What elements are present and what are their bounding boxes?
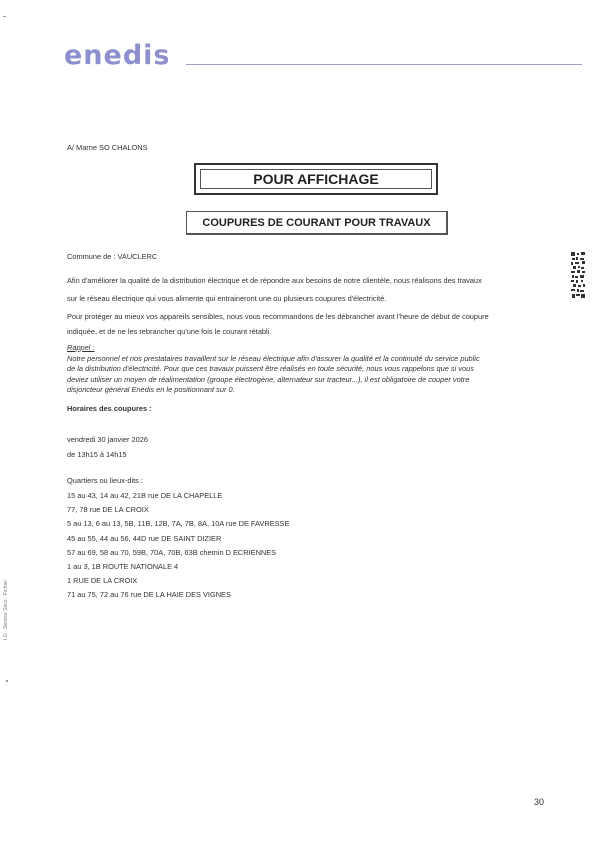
reminder-block bbox=[67, 343, 557, 396]
district-item: 15 au 43, 14 au 42, 21B rue DE LA CHAPELLE bbox=[67, 491, 223, 500]
schedule-heading: Horaires des coupures : bbox=[67, 404, 152, 413]
page-number: 30 bbox=[534, 797, 545, 807]
protect-line: Pour protéger au mieux vos appareils sensibles, nous vous recommandons de les débrancher avant l'heure de début de coupure bbox=[67, 312, 489, 321]
commune-line: Commune de : VAUCLERC bbox=[67, 252, 158, 261]
intro-line: Afin d'améliorer la qualité de la distribution électrique et de répondre aux besoins de notre clientèle, nous réalisons des travaux bbox=[67, 276, 482, 285]
reminder-line: disjoncteur général Enedis en le positionnant sur 0. bbox=[67, 385, 235, 394]
district-item: 1 au 3, 1B ROUTE NATIONALE 4 bbox=[67, 562, 179, 572]
intro-line: sur le réseau électrique qui vous alimente qui entraineront une ou plusieurs coupures d'électricité. bbox=[67, 294, 387, 303]
notice-title: POUR AFFICHAGE bbox=[200, 169, 432, 189]
intro-paragraph bbox=[67, 272, 557, 308]
recipient-line: A/ Marne SO CHALONS bbox=[67, 143, 148, 152]
reminder-line: deviez utiliser un moyen de réalimentation (groupe électrogène, alternateur sur tracteur...), il est obligatoire de couper votre bbox=[67, 374, 470, 384]
margin-dot bbox=[6, 680, 8, 682]
district-item: 77, 78 rue DE LA CROIX bbox=[67, 505, 149, 515]
district-item: 45 au 55, 44 au 56, 44D rue DE SAINT DIZIER bbox=[67, 533, 222, 543]
schedule-date: vendredi 30 janvier 2026 bbox=[67, 435, 148, 444]
district-item: 71 au 75, 72 au 76 rue DE LA HAIE DES VIGNES bbox=[67, 590, 231, 600]
reminder-label: Rappel : bbox=[67, 343, 95, 352]
enedis-logo: enedis bbox=[64, 40, 171, 71]
schedule-time: de 13h15 à 14h15 bbox=[67, 450, 127, 459]
district-item: 57 au 69, 58 au 70, 59B, 70A, 70B, 63B chemin D ECRIENNES bbox=[67, 547, 277, 557]
schedule-block bbox=[67, 432, 148, 462]
districts-heading: Quartiers ou lieux-dits : bbox=[67, 476, 143, 485]
districts-list bbox=[67, 489, 289, 603]
qr-code-icon bbox=[571, 252, 585, 298]
header-rule bbox=[186, 64, 582, 65]
subtitle-box bbox=[186, 211, 448, 235]
district-item: 1 RUE DE LA CROIX bbox=[67, 576, 138, 586]
reminder-line: de la distribution d'électricité. Pour que ces travaux puissent être réalisés en toute sécurité, nous vous rappelons que si vous bbox=[67, 364, 474, 373]
side-margin-note: I.G · Service Sécu · Fichier bbox=[3, 580, 9, 641]
scan-mark bbox=[3, 16, 6, 17]
district-item: 5 au 13, 6 au 13, 5B, 11B, 12B, 7A, 7B, 8A, 10A rue DE FAVRESSE bbox=[67, 519, 290, 529]
notice-title-box bbox=[194, 163, 438, 195]
protect-paragraph bbox=[67, 309, 557, 339]
protect-line: indiquée, et de ne les rebrancher qu'une fois le courant rétabli. bbox=[67, 327, 272, 336]
reminder-line: Notre personnel et nos prestataires travaillent sur le réseau électrique afin d'assurer la qualité et la continuité du service public bbox=[67, 353, 480, 363]
subtitle: COUPURES DE COURANT POUR TRAVAUX bbox=[202, 216, 431, 229]
